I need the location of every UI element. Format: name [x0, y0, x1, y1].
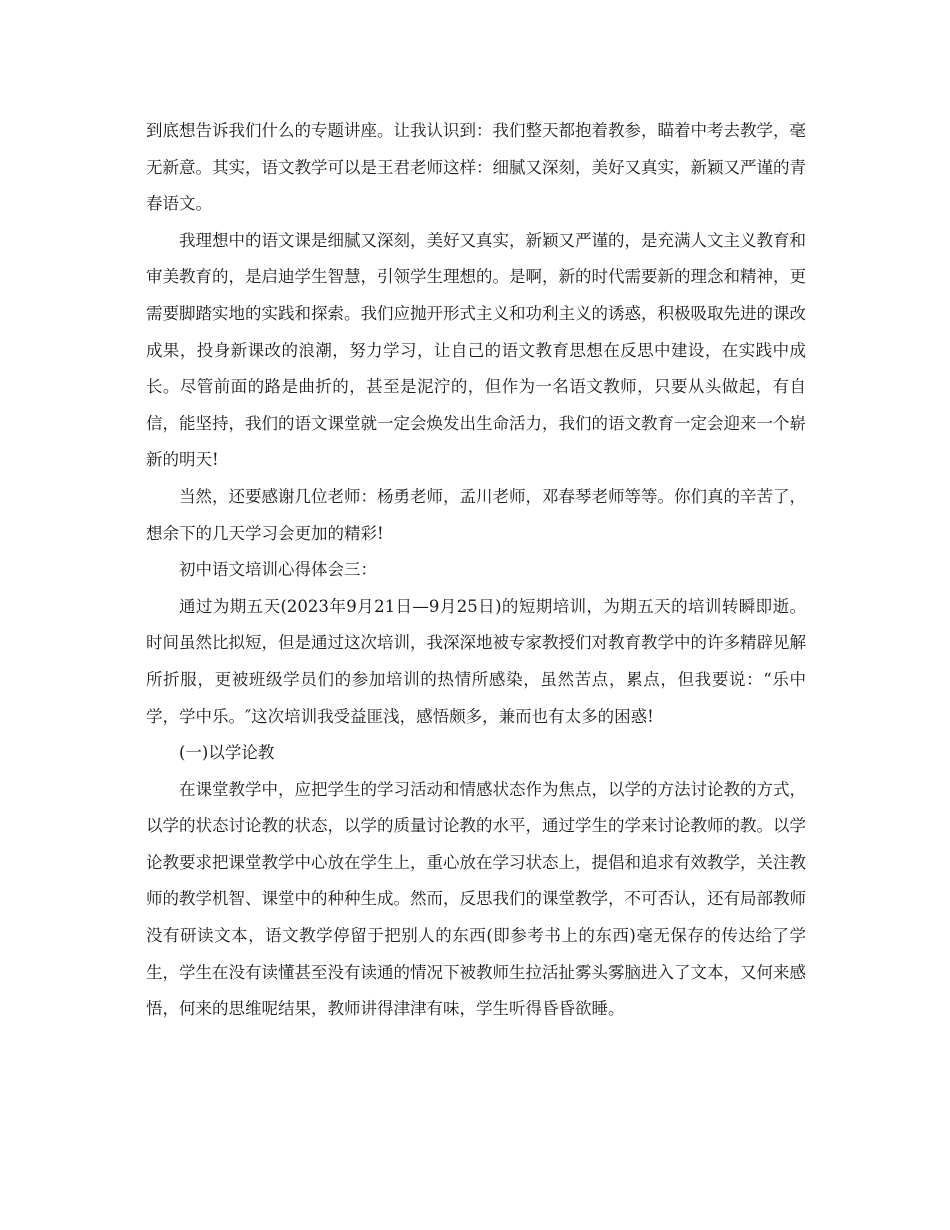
paragraph-continuation: 到底想告诉我们什么的专题讲座。让我认识到：我们整天都抱着教参，瞄着中考去教学，毫无新意。其实，语文教学可以是王君老师这样：细腻又深刻，美好又真实，新颖又严谨的青春语文。 — [146, 121, 806, 214]
paragraph-training-intro: 通过为期五天(2023年9月21日—9月25日)的短期培训，为期五天的培训转瞬即逝。时间虽然比拟短，但是通过这次培训，我深深地被专家教授们对教育教学中的许多精辟见解所折服，更被班级学员们的参加培训的热情所感染，虽然苦点，累点，但我要说：“乐中学，学中乐。″这次培训我受益匪浅，感悟颇多，兼而也有太多的困惑! — [146, 596, 806, 726]
section-heading-three: 初中语文培训心得体会三： — [179, 560, 377, 580]
document-body — [146, 113, 806, 1028]
paragraph-thanks: 当然，还要感谢几位老师：杨勇老师，孟川老师，邓春琴老师等等。你们真的辛苦了，想余下的几天学习会更加的精彩! — [146, 486, 806, 543]
paragraph-ideal-chinese-class: 我理想中的语文课是细腻又深刻，美好又真实，新颖又严谨的，是充满人文主义教育和审美教育的，是启迪学生智慧，引领学生理想的。是啊，新的时代需要新的理念和精神，更需要脚踏实地的实践和探索。我们应抛开形式主义和功利主义的诱惑，积极吸取先进的课改成果，投身新课改的浪潮，努力学习，让自己的语文教育思想在反思中建设，在实践中成长。尽管前面的路是曲折的，甚至是泥泞的，但作为一名语文教师，只要从头做起，有自信，能坚持，我们的语文课堂就一定会焕发出生命活力，我们的语文教育一定会迎来一个崭新的明天! — [146, 230, 806, 470]
subheading-learning-based-teaching: (一)以学论教 — [179, 743, 275, 763]
paragraph-classroom-teaching: 在课堂教学中，应把学生的学习活动和情感状态作为焦点，以学的方法讨论教的方式，以学的状态讨论教的状态，以学的质量讨论教的水平，通过学生的学来讨论教师的教。以学论教要求把课堂教学中心放在学生上，重心放在学习状态上，提倡和追求有效教学，关注教师的教学机智、课堂中的种种生成。然而，反思我们的课堂教学，不可否认，还有局部教师没有研读文本，语文教学停留于把别人的东西(即参考书上的东西)毫无保存的传达给了学生，学生在没有读懂甚至没有读通的情况下被教师生拉活扯雾头雾脑进入了文本，又何来感悟，何来的思维呢结果，教师讲得津津有味，学生听得昏昏欲睡。 — [146, 779, 806, 1019]
